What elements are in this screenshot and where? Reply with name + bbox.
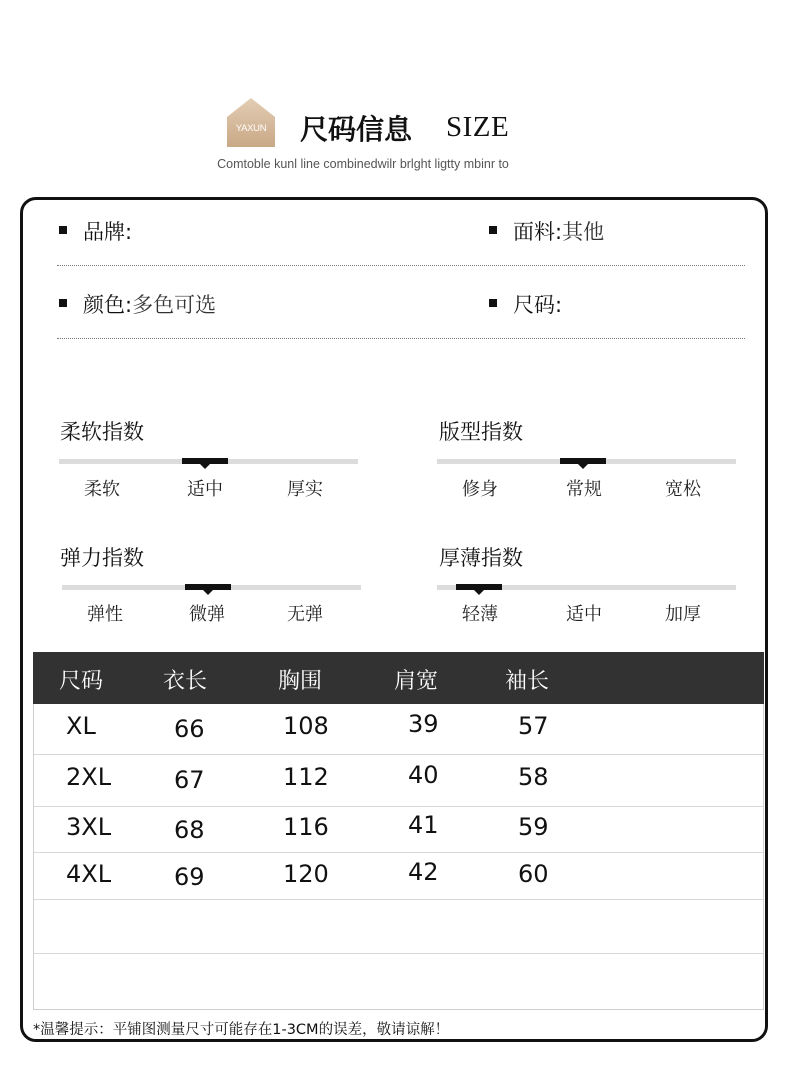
table-cell: 4XL [66, 860, 112, 888]
scale-option: 适中 [187, 479, 223, 500]
table-cell: 69 [174, 863, 205, 891]
scale-marker [182, 458, 228, 464]
scale-option: 常规 [566, 479, 602, 500]
info-brand [59, 216, 132, 246]
table-cell: 66 [174, 715, 205, 743]
scale-option: 修身 [462, 479, 498, 500]
scale-option: 宽松 [665, 479, 701, 500]
color-value: 多色可选 [132, 293, 217, 317]
info-fabric [489, 216, 604, 246]
bullet-square-icon [59, 299, 67, 307]
table-cell: 40 [408, 761, 439, 789]
scale-option: 微弹 [189, 604, 225, 625]
column-header: 肩宽 [394, 669, 439, 694]
page-subtitle: Comtoble kunl line combinedwilr brlght ligtty mbinr to [217, 157, 509, 171]
table-cell: 3XL [66, 813, 112, 841]
scale-title: 厚薄指数 [439, 546, 523, 570]
bullet-square-icon [489, 299, 497, 307]
table-row [34, 853, 763, 900]
table-row-empty [34, 954, 763, 1009]
table-cell: XL [66, 712, 96, 740]
brand-label: 品牌: [83, 220, 133, 244]
size-info-card [20, 197, 768, 1042]
logo-text: YAXUN [235, 123, 267, 134]
page-title: 尺码信息 [300, 113, 413, 146]
info-color [59, 289, 216, 319]
color-label: 颜色: [83, 293, 133, 317]
column-header: 尺码 [59, 669, 104, 694]
info-size [489, 289, 562, 319]
table-cell: 39 [408, 710, 439, 738]
scale-title: 柔软指数 [60, 420, 144, 444]
table-cell: 108 [283, 712, 329, 740]
fabric-value: 其他 [562, 220, 605, 244]
scale-option: 厚实 [287, 479, 323, 500]
bullet-square-icon [59, 226, 67, 234]
scale-marker [456, 584, 502, 590]
column-header: 袖长 [505, 669, 550, 694]
table-row [34, 807, 763, 853]
logo-shape [226, 97, 276, 147]
scale-marker [560, 458, 606, 464]
table-row-empty [34, 900, 763, 954]
table-cell: 67 [174, 766, 205, 794]
scale-title: 版型指数 [439, 420, 523, 444]
table-header [33, 652, 764, 704]
bullet-square-icon [489, 226, 497, 234]
divider [57, 338, 745, 339]
table-row [34, 755, 763, 807]
scale-option: 适中 [566, 604, 602, 625]
scale-option: 轻薄 [462, 604, 498, 625]
table-cell: 57 [518, 712, 549, 740]
table-cell: 42 [408, 858, 439, 886]
scale-option: 无弹 [287, 604, 323, 625]
table-cell: 2XL [66, 763, 112, 791]
scale-title: 弹力指数 [60, 546, 144, 570]
measurement-note: *温馨提示：平铺图测量尺寸可能存在1-3CM的误差，敬请谅解！ [33, 1022, 450, 1038]
scale-marker [185, 584, 231, 590]
table-cell: 59 [518, 813, 549, 841]
table-cell: 120 [283, 860, 329, 888]
size-label: 尺码: [513, 293, 563, 317]
table-row [34, 704, 763, 755]
table-cell: 58 [518, 763, 549, 791]
fabric-label: 面料: [513, 220, 563, 244]
page-title-en: SIZE [446, 111, 510, 143]
table-body [33, 704, 764, 1010]
scale-option: 柔软 [84, 479, 120, 500]
size-table [33, 652, 764, 1010]
column-header: 胸围 [278, 669, 323, 694]
scale-option: 加厚 [665, 604, 701, 625]
table-cell: 116 [283, 813, 329, 841]
divider [57, 265, 745, 266]
table-cell: 60 [518, 860, 549, 888]
table-cell: 112 [283, 763, 329, 791]
table-cell: 41 [408, 811, 439, 839]
table-cell: 68 [174, 816, 205, 844]
column-header: 衣长 [163, 669, 208, 694]
scale-option: 弹性 [87, 604, 123, 625]
brand-logo [226, 97, 276, 147]
